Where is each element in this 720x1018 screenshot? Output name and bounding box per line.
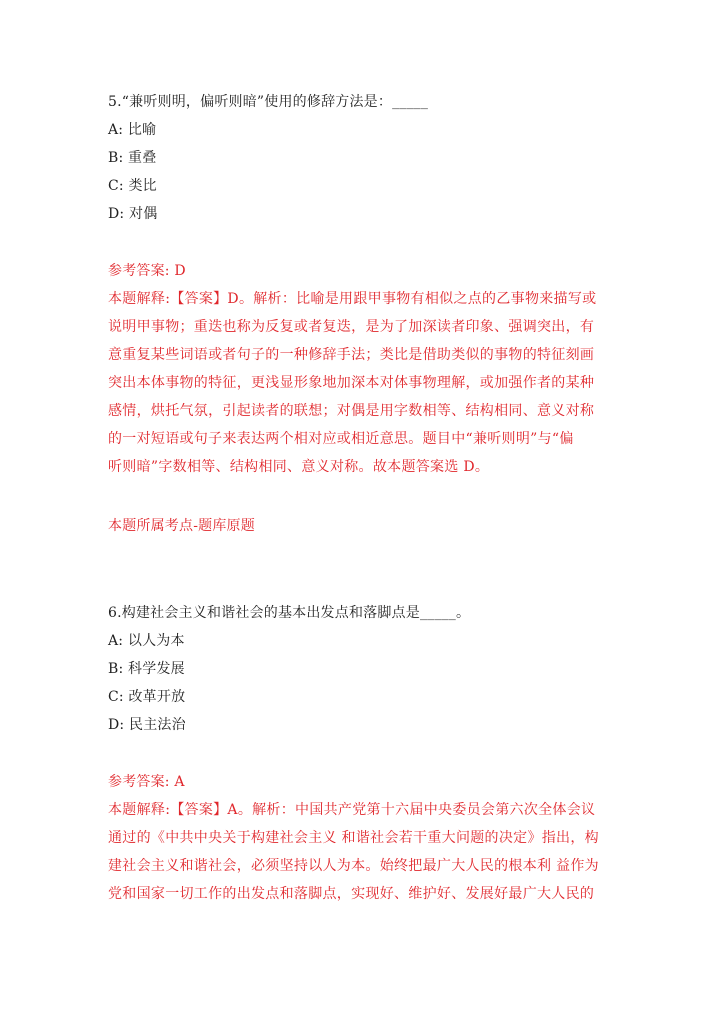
explanation-line: 本题解释:【答案】A。解析：中国共产党第十六届中央委员会第六次全体会议 xyxy=(108,802,596,818)
topic-label: 本题所属考点-题库原题 xyxy=(108,518,255,534)
option-a: A: 以人为本 xyxy=(108,633,185,649)
option-c: C: 类比 xyxy=(108,178,157,194)
answer-label: 参考答案: D xyxy=(108,263,186,279)
explanation-line: 党和国家一切工作的出发点和落脚点，实现好、维护好、发展好最广大人民的 xyxy=(108,886,595,902)
explanation xyxy=(108,285,608,481)
explanation xyxy=(108,796,608,908)
explanation-line: 听则暗”字数相等、结构相同、意义对称。故本题答案选 D。 xyxy=(108,459,490,475)
explanation-line: 说明甲事物；重迭也称为反复或者复迭，是为了加深读者印象、强调突出，有 xyxy=(108,319,595,335)
question-text: 6.构建社会主义和谐社会的基本出发点和落脚点是_____。 xyxy=(108,605,471,621)
option-d: D: 对偶 xyxy=(108,206,158,222)
option-a: A: 比喻 xyxy=(108,122,157,138)
option-c: C: 改革开放 xyxy=(108,689,186,705)
question-text: 5.“兼听则明，偏听则暗”使用的修辞方法是：_____ xyxy=(108,94,429,110)
explanation-line: 的一对短语或句子来表达两个相对应或相近意思。题目中“兼听则明”与“偏 xyxy=(108,431,574,447)
explanation-line: 意重复某些词语或者句子的一种修辞手法；类比是借助类似的事物的特征刻画 xyxy=(108,347,595,363)
explanation-line: 本题解释:【答案】D。解析：比喻是用跟甲事物有相似之点的乙事物来描写或 xyxy=(108,291,597,307)
explanation-line: 突出本体事物的特征，更浅显形象地加深本对体事物理解，或加强作者的某种 xyxy=(108,375,595,391)
explanation-line: 建社会主义和谐社会，必须坚持以人为本。始终把最广大人民的根本利 益作为 xyxy=(108,858,599,874)
option-d: D: 民主法治 xyxy=(108,717,186,733)
explanation-line: 感情，烘托气氛，引起读者的联想；对偶是用字数相等、结构相同、意义对称 xyxy=(108,403,595,419)
option-b: B: 重叠 xyxy=(108,150,157,166)
explanation-line: 通过的《中共中央关于构建社会主义 和谐社会若干重大问题的决定》指出，构 xyxy=(108,830,599,846)
option-b: B: 科学发展 xyxy=(108,661,185,677)
answer-label: 参考答案: A xyxy=(108,774,185,790)
